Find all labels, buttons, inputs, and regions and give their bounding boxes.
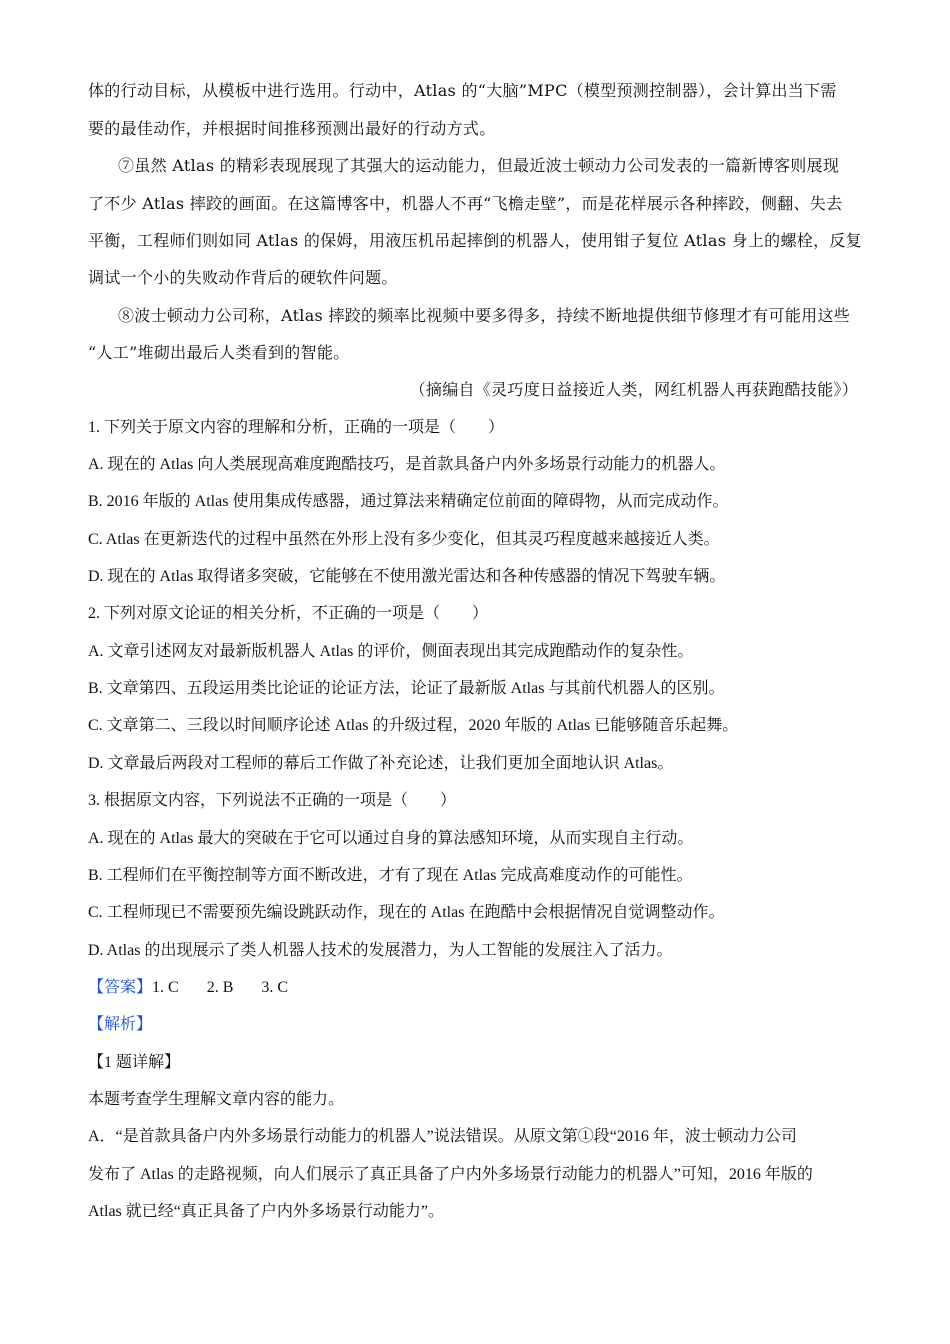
passage-source: （摘编自《灵巧度日益接近人类，网红机器人再获跑酷技能》） [409,380,858,399]
passage-paragraph-8: ⑧波士顿动力公司称，Atlas 摔跤的频率比视频中要多得多，持续不断地提供细节修理才有可能用这些 [118,306,851,325]
analysis-q1-intro: 本题考查学生理解文章内容的能力。 [88,1091,345,1108]
answer-item: 3. C [261,979,289,996]
answer-item: 1. C [152,979,179,996]
question-1-option-b: B. 2016 年版的 Atlas 使用集成传感器，通过算法来精确定位前面的障碍物，从而完成动作。 [88,493,729,510]
question-2-stem: 2. 下列对原文论证的相关分析，不正确的一项是（ ） [88,605,489,622]
analysis-q1-title: 【1 题详解】 [88,1054,181,1071]
passage-line: 体的行动目标，从模板中进行选用。行动中，Atlas 的“大脑”MPC（模型预测控制器），会计算出当下需 [88,81,837,100]
passage-line: 要的最佳动作，并根据时间推移预测出最好的行动方式。 [88,119,496,138]
passage-paragraph-7: ⑦虽然 Atlas 的精彩表现展现了其强大的运动能力，但最近波士顿动力公司发表的一篇新博客则展现 [118,156,840,175]
analysis-label: 【解析】 [88,1016,153,1033]
analysis-q1-line: 发布了 Atlas 的走路视频，向人们展示了真正具备了户内外多场景行动能力的机器人”可知，2016 年版的 [88,1166,813,1183]
passage-line: “人工”堆砌出最后人类看到的智能。 [88,343,350,362]
passage-line: 调试一个小的失败动作背后的硬软件问题。 [88,268,398,287]
question-3-option-c: C. 工程师现已不需要预先编设跳跃动作，现在的 Atlas 在跑酷中会根据情况自觉调整动作。 [88,904,725,921]
question-3-stem: 3. 根据原文内容，下列说法不正确的一项是（ ） [88,792,457,809]
passage-line: 平衡，工程师们则如同 Atlas 的保姆，用液压机吊起摔倒的机器人，使用钳子复位 Atlas 身上的螺栓，反复 [88,231,862,250]
question-3-option-d: D. Atlas 的出现展示了类人机器人技术的发展潜力，为人工智能的发展注入了活力。 [88,942,673,959]
question-2-option-c: C. 文章第二、三段以时间顺序论述 Atlas 的升级过程，2020 年版的 Atlas 已能够随音乐起舞。 [88,717,739,734]
passage-line: 了不少 Atlas 摔跤的画面。在这篇博客中，机器人不再“飞檐走壁”，而是花样展示各种摔跤，侧翻、失去 [88,194,843,213]
analysis-q1-line: A．“是首款具备户内外多场景行动能力的机器人”说法错误。从原文第①段“2016 年，波士顿动力公司 [88,1128,797,1145]
question-3-option-b: B. 工程师们在平衡控制等方面不断改进，才有了现在 Atlas 完成高难度动作的可能性。 [88,867,693,884]
question-1-option-d: D. 现在的 Atlas 取得诸多突破，它能够在不使用激光雷达和各种传感器的情况下驾驶车辆。 [88,568,726,585]
answer-item: 2. B [206,979,234,996]
question-1-stem: 1. 下列关于原文内容的理解和分析，正确的一项是（ ） [88,419,505,436]
answer-line [88,978,288,998]
question-3-option-a: A. 现在的 Atlas 最大的突破在于它可以通过自身的算法感知环境，从而实现自主行动。 [88,830,694,847]
question-1-option-c: C. Atlas 在更新迭代的过程中虽然在外形上没有多少变化，但其灵巧程度越来越接近人类。 [88,531,720,548]
answer-label: 【答案】 [88,979,153,996]
question-2-option-a: A. 文章引述网友对最新版机器人 Atlas 的评价，侧面表现出其完成跑酷动作的复杂性。 [88,643,694,660]
analysis-q1-line: Atlas 就已经“真正具备了户内外多场景行动能力”。 [88,1203,444,1220]
question-2-option-d: D. 文章最后两段对工程师的幕后工作做了补充论述，让我们更加全面地认识 Atlas。 [88,755,674,772]
question-1-option-a: A. 现在的 Atlas 向人类展现高难度跑酷技巧，是首款具备户内外多场景行动能力的机器人。 [88,456,726,473]
question-2-option-b: B. 文章第四、五段运用类比论证的论证方法，论证了最新版 Atlas 与其前代机器人的区别。 [88,680,725,697]
